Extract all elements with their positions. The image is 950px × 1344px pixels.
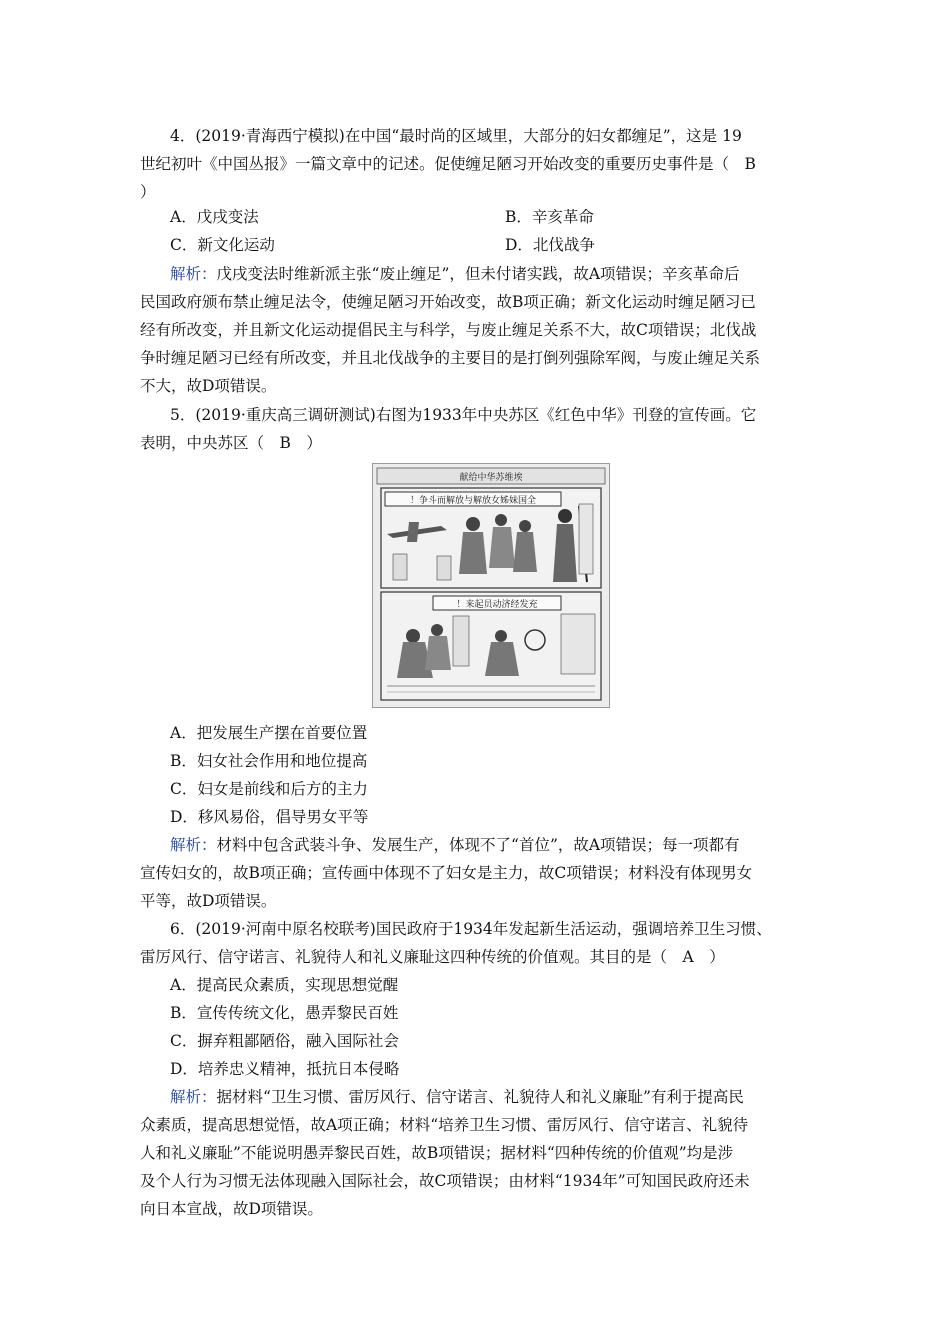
q6-stem-line-2: 雷厉风行、信守诺言、礼貌待人和礼义廉耻这四种传统的价值观。其目的是（ A ） bbox=[140, 948, 725, 966]
q6-option-a: A．提高民众素质，实现思想觉醒 bbox=[170, 976, 399, 994]
q4-analysis-line-3: 经有所改变，并且新文化运动提倡民主与科学，与废止缠足关系不大，故C项错误；北伐战 bbox=[140, 321, 757, 339]
q5-option-c: C．妇女是前线和后方的主力 bbox=[170, 780, 368, 798]
q4-analysis-line-2: 民国政府颁布禁止缠足法令，使缠足陋习开始改变，故B项正确；新文化运动时缠足陋习已 bbox=[140, 293, 756, 311]
q5-option-a: A．把发展生产摆在首要位置 bbox=[170, 724, 368, 742]
q5-analysis-label: 解析： bbox=[170, 836, 217, 854]
q6-option-c: C．摒弃粗鄙陋俗，融入国际社会 bbox=[170, 1032, 399, 1050]
q4-stem-line-1: 4．(2019·青海西宁模拟)在中国“最时尚的区域里，大部分的妇女都缠足”，这是 19 bbox=[170, 127, 742, 145]
q4-analysis-label: 解析： bbox=[170, 265, 217, 283]
q6-stem-line-1: 6．(2019·河南中原名校联考)国民政府于1934年发起新生活运动，强调培养卫生习惯、 bbox=[170, 920, 772, 938]
q6-analysis-line-2: 众素质，提高思想觉悟，故A项正确；材料“培养卫生习惯、雷厉风行、信守诺言、礼貌待 bbox=[140, 1116, 749, 1134]
q6-analysis-line-3: 人和礼义廉耻”不能说明愚弄黎民百姓，故B项错误；据材料“四种传统的价值观”均是涉 bbox=[140, 1144, 734, 1162]
q6-analysis-text-1: 据材料“卫生习惯、雷厉风行、信守诺言、礼貌待人和礼义廉耻”有利于提高民 bbox=[216, 1088, 744, 1106]
q4-analysis-line-1 bbox=[170, 264, 740, 284]
q4-option-a: A．戊戌变法 bbox=[170, 208, 259, 226]
q6-option-b: B．宣传传统文化，愚弄黎民百姓 bbox=[170, 1004, 399, 1022]
poster-top-banner-text: ！争斗而解放与解放女姊妹国全 bbox=[409, 496, 537, 506]
q5-analysis-line-1 bbox=[170, 835, 740, 855]
q5-analysis-line-2: 宣传妇女的，故B项正确；宣传画中体现不了妇女是主力，故C项错误；材料没有体现男女 bbox=[140, 864, 753, 882]
q4-analysis-line-5: 不大，故D项错误。 bbox=[140, 377, 277, 395]
q4-option-d: D．北伐战争 bbox=[505, 236, 595, 254]
poster-bottom-banner-text: ！来起员动济经发充 bbox=[456, 600, 538, 610]
q5-stem-line-2: 表明，中央苏区（ B ） bbox=[140, 434, 322, 452]
q4-option-b: B．辛亥革命 bbox=[505, 208, 594, 226]
q6-analysis-line-4: 及个人行为习惯无法体现融入国际社会，故C项错误；由材料“1934年”可知国民政府还未 bbox=[140, 1172, 750, 1190]
q6-analysis-label: 解析： bbox=[170, 1088, 217, 1106]
q4-analysis-text-1: 戊戌变法时维新派主张“废止缠足”，但未付诸实践，故A项错误；辛亥革命后 bbox=[216, 265, 740, 283]
q5-analysis-line-3: 平等，故D项错误。 bbox=[140, 892, 277, 910]
q4-option-c: C．新文化运动 bbox=[170, 236, 275, 254]
poster-header-text: 献给中华苏维埃 bbox=[459, 473, 523, 483]
q4-analysis-line-4: 争时缠足陋习已经有所改变，并且北伐战争的主要目的是打倒列强除军阀，与废止缠足关系 bbox=[140, 349, 761, 367]
propaganda-poster-image bbox=[372, 463, 610, 708]
q5-stem-line-1: 5．(2019·重庆高三调研测试)右图为1933年中央苏区《红色中华》刊登的宣传画。它 bbox=[170, 406, 757, 424]
q4-stem-line-2: 世纪初叶《中国丛报》一篇文章中的记述。促使缠足陋习开始改变的重要历史事件是（ B bbox=[140, 155, 756, 173]
poster-illustration bbox=[373, 464, 609, 707]
q5-option-d: D．移风易俗，倡导男女平等 bbox=[170, 808, 369, 826]
q6-analysis-line-5: 向日本宣战，故D项错误。 bbox=[140, 1200, 323, 1218]
q4-stem-line-3: ） bbox=[140, 183, 156, 201]
q6-analysis-line-1 bbox=[170, 1087, 744, 1107]
q6-option-d: D．培养忠义精神，抵抗日本侵略 bbox=[170, 1060, 400, 1078]
q5-analysis-text-1: 材料中包含武装斗争、发展生产，体现不了“首位”，故A项错误；每一项都有 bbox=[216, 836, 740, 854]
q5-option-b: B．妇女社会作用和地位提高 bbox=[170, 752, 368, 770]
